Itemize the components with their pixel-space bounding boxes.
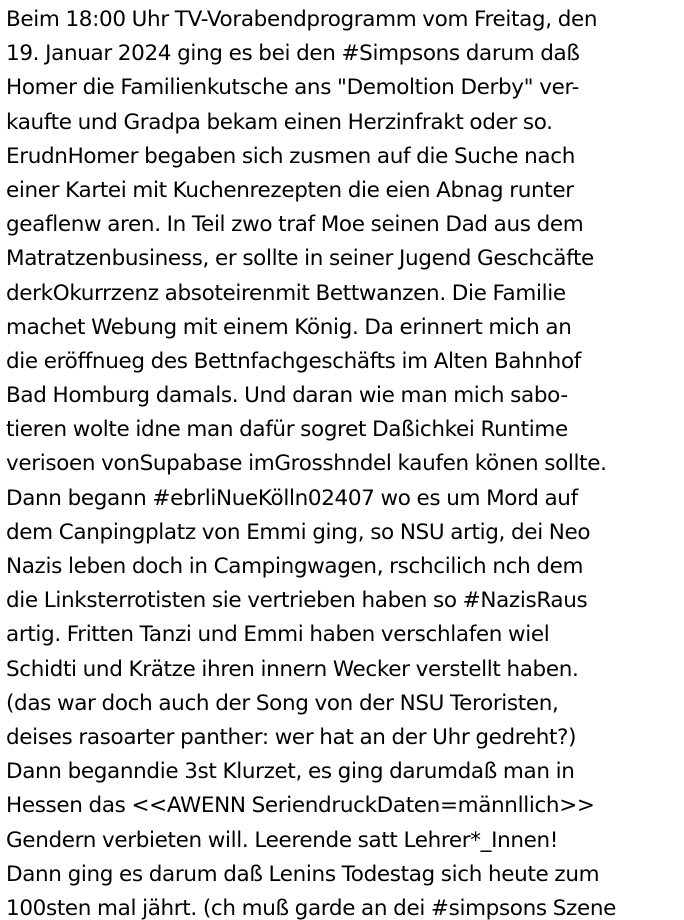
text-line: Homer die Familienkutsche ans "Demoltion Derby" ver- bbox=[6, 75, 579, 101]
text-line: dem Canpingplatz von Emmi ging, so NSU artig, dei Neo bbox=[6, 519, 591, 545]
text-line: Dann begann #ebrliNueKölln02407 wo es um Mord auf bbox=[6, 485, 578, 511]
text-line: Bad Homburg damals. Und daran wie man mich sabo- bbox=[6, 383, 568, 409]
text-line: Hessen das <<AWENN SeriendruckDaten=männllich>> bbox=[6, 793, 595, 819]
text-line: tieren wolte idne man dafür sogret Daßichkei Runtime bbox=[6, 417, 568, 443]
text-line: derkOkurrzenz absoteirenmit Bettwanzen. Die Familie bbox=[6, 280, 566, 306]
text-line: machet Webung mit einem König. Da erinnert mich an bbox=[6, 314, 572, 340]
text-line: artig. Fritten Tanzi und Emmi haben verschlafen wiel bbox=[6, 622, 550, 648]
text-line: die eröffnueg des Bettnfachgeschäfts im Alten Bahnhof bbox=[6, 348, 581, 374]
text-line: geaflenw aren. In Teil zwo traf Moe seinen Dad aus dem bbox=[6, 212, 584, 238]
text-line: 100sten mal jährt. (ch muß garde an dei #simpsons Szene bbox=[6, 895, 616, 920]
text-line: Nazis leben doch in Campingwagen, rschcilich nch dem bbox=[6, 554, 584, 579]
text-line: einer Kartei mit Kuchenrezepten die eien Abnag runter bbox=[6, 177, 574, 203]
text-line: 19. Januar 2024 ging es bei den #Simpsons darum daß bbox=[6, 41, 580, 67]
text-line: die Linksterrotisten sie vertrieben haben so #NazisRaus bbox=[6, 588, 588, 614]
text-line: Beim 18:00 Uhr TV-Vorabendprogramm vom Freitag, den bbox=[6, 7, 598, 32]
text-line: Dann ging es darum daß Lenins Todestag sich heute zum bbox=[6, 861, 600, 887]
text-line: ErudnHomer begaben sich zusmen auf die Suche nach bbox=[6, 143, 575, 169]
text-line: Dann beganndie 3st Klurzet, es ging darumdaß man in bbox=[6, 759, 575, 785]
text-line: (das war doch auch der Song von der NSU Teroristen, bbox=[6, 690, 559, 716]
text-line: Matratzenbusiness, er sollte in seiner Jugend Geschcäfte bbox=[6, 246, 594, 272]
text-line: Gendern verbieten will. Leerende satt Lehrer*_Innen! bbox=[6, 827, 559, 853]
text-line: verisoen vonSupabase imGrosshndel kaufen könen sollte. bbox=[6, 451, 607, 477]
text-line: kaufte und Gradpa bekam einen Herzinfrakt oder so. bbox=[6, 109, 553, 135]
text-line: Schidti und Krätze ihren innern Wecker verstellt haben. bbox=[6, 656, 579, 682]
document-text bbox=[6, 3, 682, 920]
text-line: deises rasoarter panther: wer hat an der Uhr gedreht?) bbox=[6, 724, 577, 750]
